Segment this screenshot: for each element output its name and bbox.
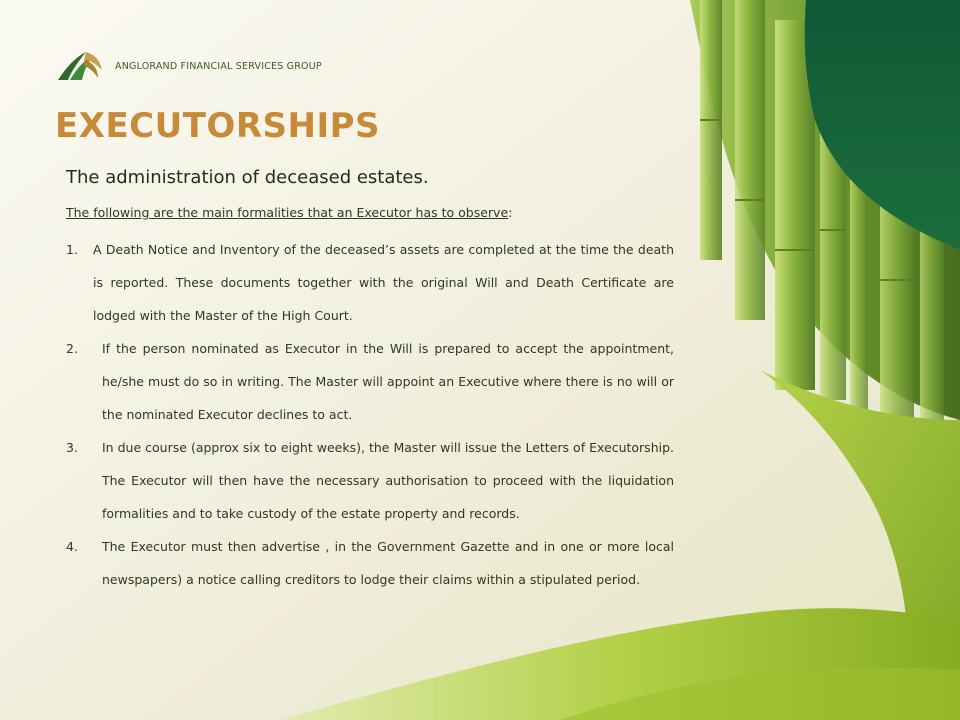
subtitle: The administration of deceased estates. [66, 167, 429, 188]
list-item-number: 4. [66, 539, 78, 554]
list-item-text: The Executor must then advertise , in the Government Gazette and in one or more local newspapers) a notice calling creditors to lodge their claims within a stipulated period. [102, 539, 674, 587]
page-title: EXECUTORSHIPS [55, 106, 381, 146]
intro-underlined-text: The following are the main formalities that an Executor has to observe [66, 205, 509, 220]
list-item-text: In due course (approx six to eight weeks), the Master will issue the Letters of Executorship. The Executor will then have the necessary authorisation to proceed with the liquidation formalities and to take custody of the estate property and records. [102, 440, 674, 521]
intro-suffix: : [508, 205, 513, 220]
intro-text [66, 205, 512, 220]
list-item-number: 3. [66, 440, 78, 455]
list-item [66, 332, 674, 431]
list-item-text: A Death Notice and Inventory of the deceased’s assets are completed at the time the death is reported. These documents together with the original Will and Death Certificate are lodged with the Master of the High Court. [93, 242, 674, 323]
list-item [66, 530, 674, 596]
list-item [66, 233, 674, 332]
list-item-text: If the person nominated as Executor in the Will is prepared to accept the appointment, he/she must do so in writing. The Master will appoint an Executive where there is no will or the nominated Executor declines to act. [102, 341, 674, 422]
formalities-list [66, 233, 674, 596]
list-item [66, 431, 674, 530]
company-logo-icon [56, 48, 104, 84]
list-item-number: 1. [66, 242, 78, 257]
company-name: ANGLORAND FINANCIAL SERVICES GROUP [115, 61, 322, 72]
list-item-number: 2. [66, 341, 78, 356]
